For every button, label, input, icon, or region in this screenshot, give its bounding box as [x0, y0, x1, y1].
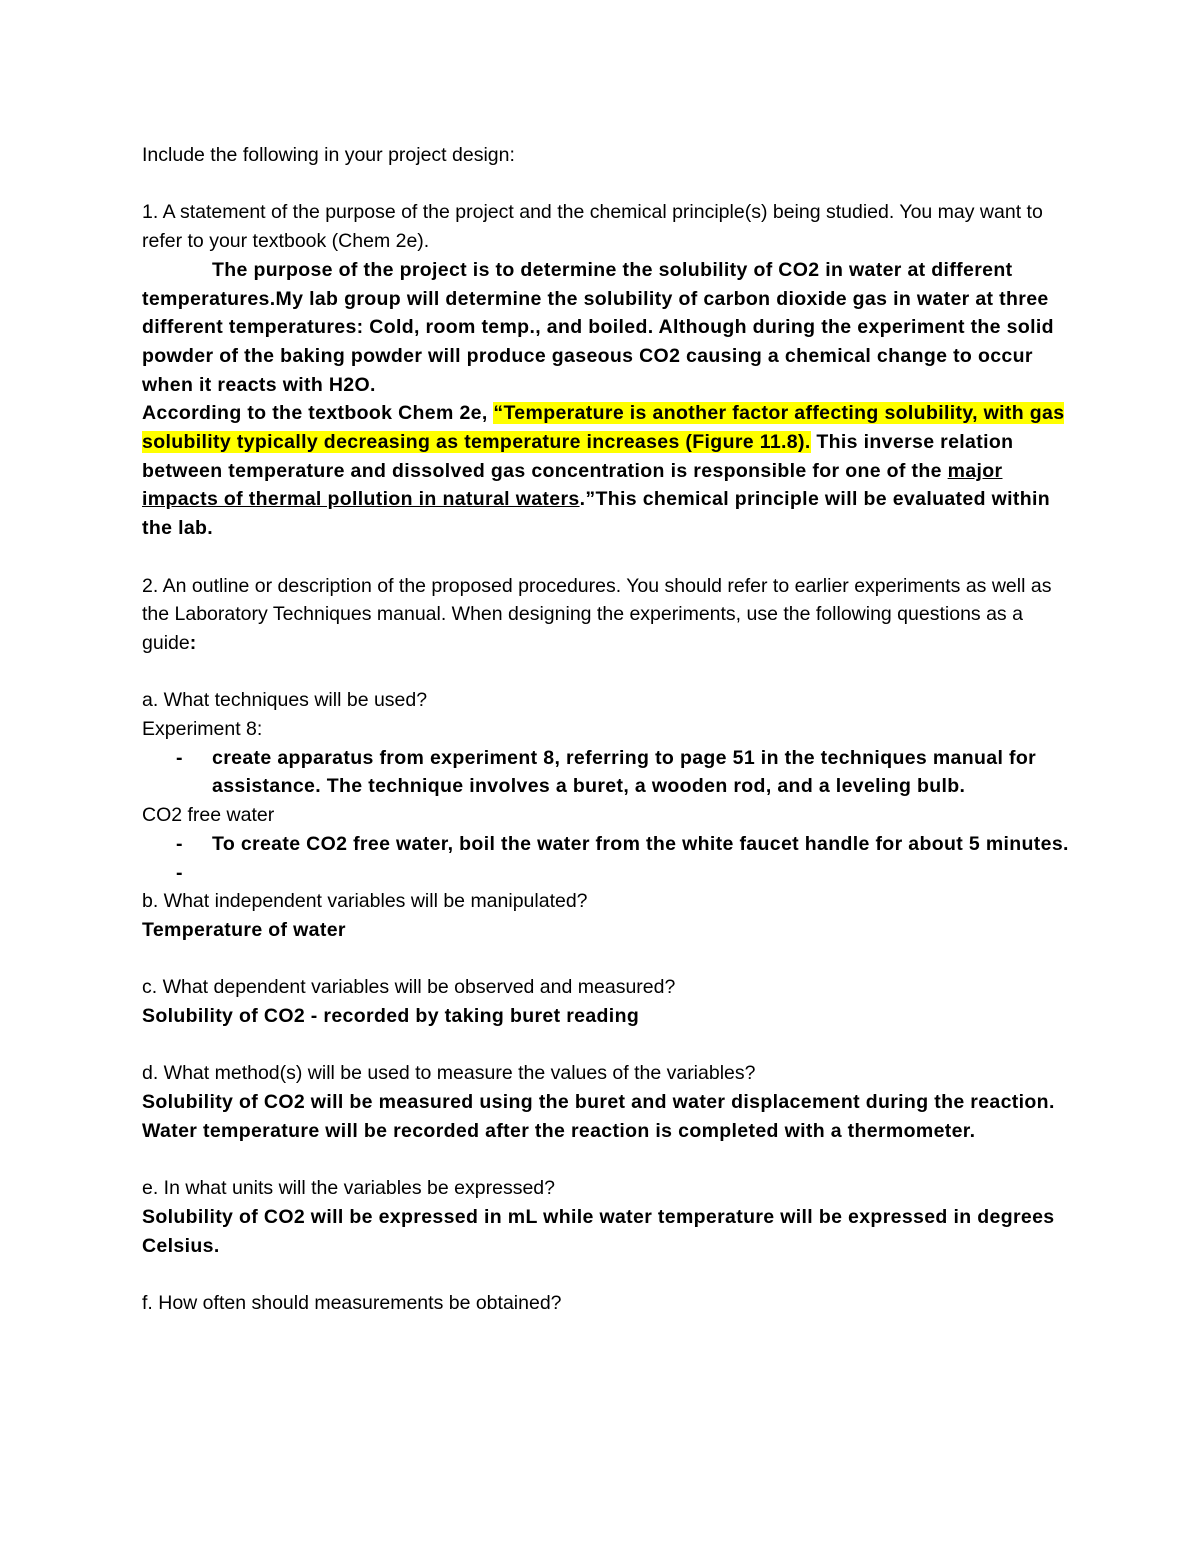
principle-lead-text: According to the textbook Chem 2e, — [142, 402, 494, 425]
spacer — [142, 170, 1072, 199]
bullet-dash: - — [176, 861, 183, 884]
intro-text: Include the following in your project design: — [142, 144, 515, 166]
question-1-prompt: 1. A statement of the purpose of the project and the chemical principle(s) being studied. You may want to refer to your textbook (Chem 2e). — [142, 201, 1043, 253]
list-item-text: To create CO2 free water, boil the water from the white faucet handle for about 5 minutes. — [212, 832, 1069, 855]
bullet-dash: - — [176, 746, 183, 769]
experiment-8-heading: Experiment 8: — [142, 718, 263, 741]
question-a-prompt: a. What techniques will be used? — [142, 689, 428, 712]
spacer — [142, 1146, 1072, 1175]
list-item-text: create apparatus from experiment 8, referring to page 51 in the techniques manual for assistance. The technique involves a buret, a wooden rod, and a leveling bulb. — [212, 746, 1037, 798]
spacer — [142, 543, 1072, 572]
question-d-answer-2: Water temperature will be recorded after the reaction is completed with a thermometer. — [142, 1119, 976, 1142]
question-e-answer: Solubility of CO2 will be expressed in mL while water temperature will be expressed in degrees Celsius. — [142, 1205, 1055, 1257]
spacer — [142, 945, 1072, 974]
co2-free-water-list — [142, 830, 1072, 887]
document-body — [142, 141, 1072, 1318]
question-b-answer: Temperature of water — [142, 918, 346, 941]
question-2-prompt-text: 2. An outline or description of the proposed procedures. You should refer to earlier experiments as well as the Laboratory Techniques manual. When designing the experiments, use the following questions as a guide — [142, 574, 1052, 654]
question-b-prompt: b. What independent variables will be manipulated? — [142, 890, 588, 913]
list-item — [142, 830, 1072, 859]
co2-free-water-heading: CO2 free water — [142, 804, 275, 827]
question-2-prompt-colon: : — [189, 631, 197, 654]
list-item — [142, 744, 1072, 801]
question-e-prompt: e. In what units will the variables be expressed? — [142, 1177, 555, 1200]
spacer — [142, 1031, 1072, 1060]
highlighted-quote: “Temperature is another factor affecting solubility, with gas solubility typically decreasing as temperature increases (Figure 11.8). — [142, 402, 1065, 454]
spacer — [142, 1260, 1072, 1289]
question-d-answer-1: Solubility of CO2 will be measured using the buret and water displacement during the reaction. — [142, 1091, 1055, 1114]
question-d-prompt: d. What method(s) will be used to measure the values of the variables? — [142, 1062, 756, 1085]
list-item-empty — [142, 859, 1072, 888]
bullet-dash: - — [176, 832, 183, 855]
principle-mid-text: This inverse relation between temperature and dissolved gas concentration is responsible for one of the — [142, 431, 1014, 482]
question-1-answer-purpose: The purpose of the project is to determine the solubility of CO2 in water at different temperatures.My lab group will determine the solubility of carbon dioxide gas in water at three different temperatures: Cold, room temp., and boiled. Although during the experiment the solid powder of the baking powder will produce gaseous CO2 causing a chemical change to occur when it reacts with H2O. — [142, 258, 1054, 396]
question-1-answer-principle — [142, 399, 1072, 543]
experiment-8-list — [142, 744, 1072, 801]
question-c-answer: Solubility of CO2 - recorded by taking buret reading — [142, 1005, 640, 1028]
principle-tail-text: .”This chemical principle will be evaluated within the lab. — [142, 488, 1051, 540]
underlined-phrase: major impacts of thermal pollution in natural waters — [142, 459, 1003, 511]
spacer — [142, 658, 1072, 687]
question-2-prompt — [142, 572, 1072, 658]
question-c-prompt: c. What dependent variables will be observed and measured? — [142, 976, 676, 999]
question-f-prompt: f. How often should measurements be obtained? — [142, 1292, 562, 1315]
